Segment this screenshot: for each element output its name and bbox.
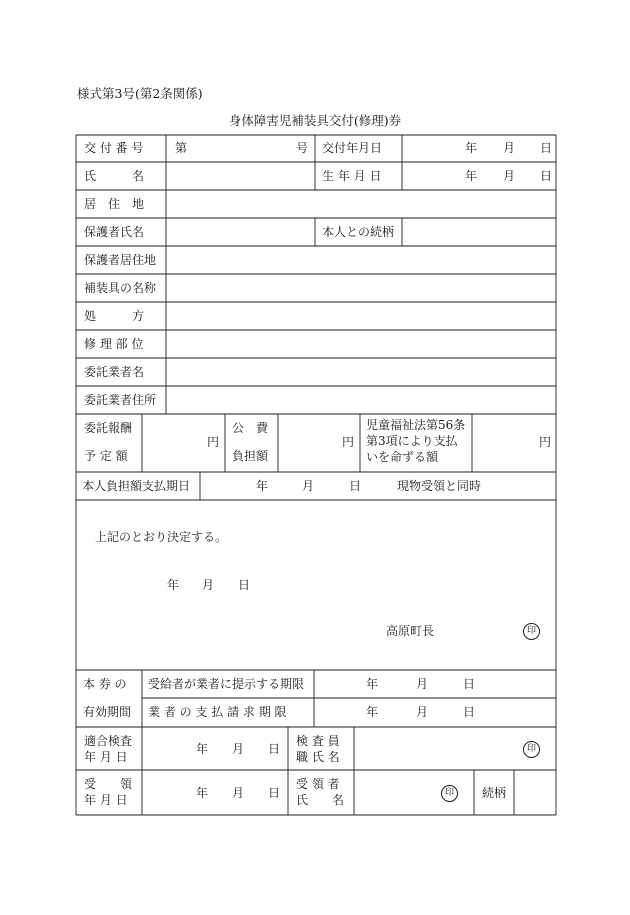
- receipt-year: 年: [196, 786, 209, 800]
- claim-deadline-day: 日: [463, 705, 476, 719]
- receipt-day: 日: [268, 786, 281, 800]
- device-name-label: 補装具の名称: [84, 281, 157, 295]
- claim-deadline-label: 業 者 の 支 払 請 求 期 限: [148, 705, 287, 719]
- public-burden-yen-unit: 円: [342, 435, 355, 449]
- issue-number-prefix: 第: [175, 141, 188, 155]
- contractor-address-label: 委託業者住所: [84, 393, 157, 407]
- birth-date-month: 月: [503, 169, 516, 183]
- issue-number-label: 交 付 番 号: [84, 141, 144, 155]
- birth-date-label: 生 年 月 日: [322, 169, 382, 183]
- issue-number-suffix: 号: [296, 141, 309, 155]
- presentation-deadline-day: 日: [463, 677, 476, 691]
- payment-due-month: 月: [302, 479, 315, 493]
- birth-date-day: 日: [540, 169, 553, 183]
- inspection-day: 日: [268, 742, 281, 756]
- prescription-label: 処 方: [84, 309, 145, 323]
- issue-date-day: 日: [540, 141, 553, 155]
- validity-label-line2: 有効期間: [83, 705, 132, 719]
- presentation-deadline-label: 受給者が業者に提示する期限: [148, 677, 305, 691]
- receipt-date-label-line1: 受 領: [84, 777, 133, 791]
- guardian-address-label: 保護者居住地: [84, 253, 157, 267]
- decision-year: 年: [167, 578, 180, 592]
- fee-label-line1: 委託報酬: [84, 421, 133, 435]
- law-label-line3: いを命ずる額: [366, 450, 439, 464]
- receiver-label-line1: 受 領 者: [296, 777, 340, 791]
- fee-yen-unit: 円: [207, 435, 220, 449]
- payment-note: 現物受領と同時: [397, 479, 482, 493]
- repair-part-label: 修 理 部 位: [84, 337, 144, 351]
- decision-month: 月: [202, 578, 215, 592]
- inspector-label-line2: 職 氏 名: [296, 750, 340, 764]
- inspector-seal-mark: 印: [523, 741, 540, 758]
- inspection-date-label-line2: 年 月 日: [84, 750, 128, 764]
- decision-text: 上記のとおり決定する。: [95, 530, 228, 544]
- inspection-date-label-line1: 適合検査: [84, 734, 133, 748]
- presentation-deadline-month: 月: [416, 677, 429, 691]
- fee-label-line2: 予 定 額: [84, 449, 128, 463]
- payment-due-day: 日: [349, 479, 362, 493]
- inspection-month: 月: [232, 742, 245, 756]
- guardian-name-label: 保護者氏名: [84, 225, 145, 239]
- law-label-line2: 第3項により支払: [366, 434, 458, 448]
- validity-label-line1: 本 券 の: [83, 677, 127, 691]
- inspection-year: 年: [196, 742, 209, 756]
- form-number-label: 様式第3号(第2条関係): [77, 86, 203, 101]
- claim-deadline-month: 月: [416, 705, 429, 719]
- payment-due-label: 本人負担額支払期日: [82, 479, 191, 493]
- contractor-name-label: 委託業者名: [84, 365, 145, 379]
- form-title: 身体障害児補装具交付(修理)券: [228, 113, 402, 128]
- receipt-month: 月: [232, 786, 245, 800]
- law-amount-yen-unit: 円: [539, 435, 552, 449]
- presentation-deadline-year: 年: [366, 677, 379, 691]
- claim-deadline-year: 年: [366, 705, 379, 719]
- decision-day: 日: [238, 578, 251, 592]
- name-label: 氏 名: [84, 169, 145, 183]
- inspector-label-line1: 検 査 員: [296, 734, 340, 748]
- public-burden-label-line2: 負担額: [232, 449, 269, 463]
- receiver-label-line2: 氏 名: [296, 793, 345, 807]
- relation-label: 本人との続柄: [322, 225, 395, 239]
- issue-date-label: 交付年月日: [322, 141, 383, 155]
- mayor-title: 高原町長: [386, 624, 435, 638]
- issue-date-year: 年: [465, 141, 478, 155]
- receipt-relation-label: 続柄: [482, 786, 507, 800]
- issue-date-month: 月: [503, 141, 516, 155]
- law-label-line1: 児童福祉法第56条: [366, 418, 466, 432]
- receipt-date-label-line2: 年 月 日: [84, 793, 128, 807]
- birth-date-year: 年: [465, 169, 478, 183]
- public-burden-label-line1: 公 費: [232, 421, 269, 435]
- receiver-seal-mark: 印: [441, 785, 458, 802]
- address-label: 居 住 地: [84, 197, 145, 211]
- payment-due-year: 年: [256, 479, 269, 493]
- mayor-seal-mark: 印: [523, 623, 540, 640]
